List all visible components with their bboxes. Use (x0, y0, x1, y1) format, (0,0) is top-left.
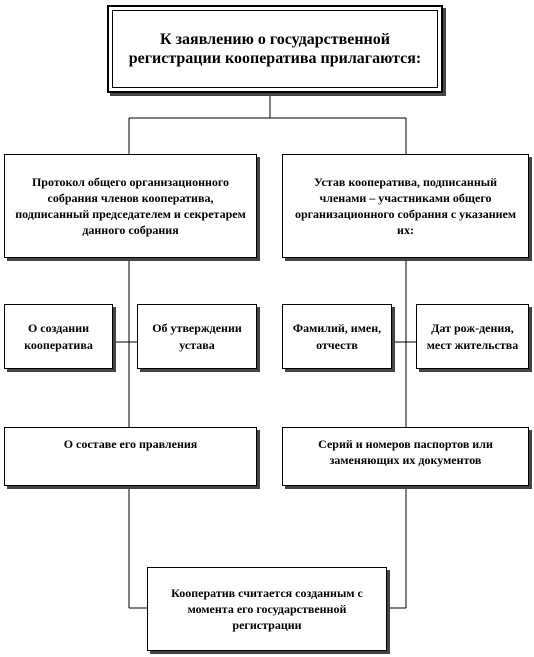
title-box (107, 5, 443, 93)
item-passports-box (282, 427, 529, 486)
item-board-box (4, 427, 257, 486)
charter-box (282, 154, 529, 258)
item-creation-text: О создании кооператива (24, 321, 93, 352)
item-charter-approval-box (137, 304, 257, 369)
item-names-text: Фамилий, имен, отчеств (292, 321, 382, 352)
conclusion-box (147, 567, 387, 651)
item-charter-approval-text: Об утверждении устава (152, 321, 242, 352)
protocol-box (4, 154, 257, 258)
item-passports-text: Серий и номеров паспортов или заменяющих их документов (318, 437, 493, 468)
conclusion-text: Кооператив считается созданным с момента его государственной регистрации (171, 585, 363, 633)
item-creation-box (4, 304, 113, 369)
charter-text: Устав кооператива, подписанный членами – участниками общего организационного собрания с указанием их: (294, 174, 517, 238)
item-birth-residence-text: Дат рож-дения, мест жительства (426, 321, 519, 352)
item-names-box (282, 304, 392, 369)
item-board-text: О составе его правления (63, 437, 198, 451)
protocol-text: Протокол общего организационного собрания членов кооператива, подписанный председателем и секретарем данного собрания (15, 174, 246, 238)
title-text: К заявлению о государственной регистрации кооператива прилагаются: (128, 30, 422, 67)
item-birth-residence-box (416, 304, 529, 369)
